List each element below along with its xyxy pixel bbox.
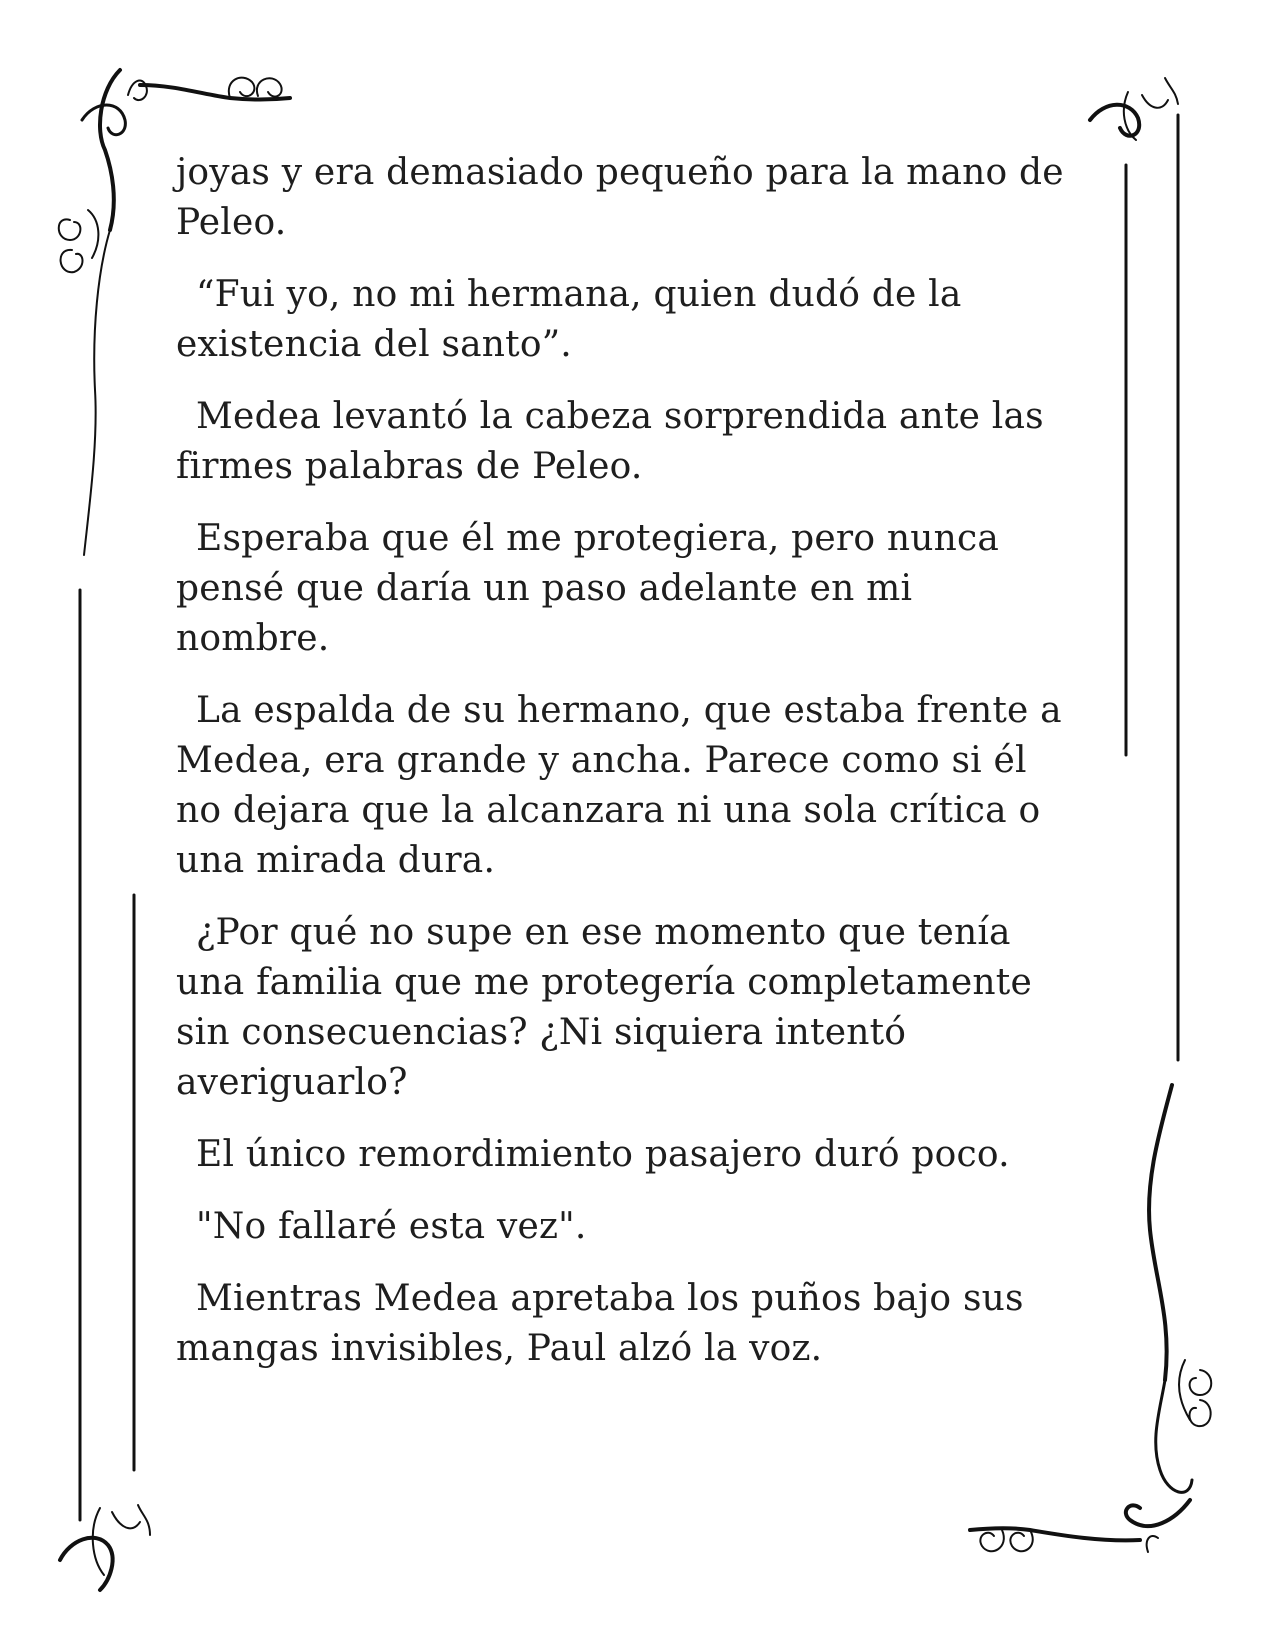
text-line: mangas invisibles, Paul alzó la voz.: [176, 1328, 823, 1369]
text-line: “Fui yo, no mi hermana, quien dudó de la: [196, 274, 962, 315]
text-line: "No fallaré esta vez".: [196, 1206, 587, 1247]
text-line: Medea levantó la cabeza sorprendida ante las: [196, 396, 1044, 437]
paragraph: [176, 1202, 1096, 1252]
text-line: Medea, era grande y ancha. Parece como si él: [176, 740, 1027, 781]
top-right-flourish-icon: [1090, 78, 1178, 1060]
text-line: una familia que me protegería completamente: [176, 962, 1032, 1003]
text-line: nombre.: [176, 618, 330, 659]
text-line: ¿Por qué no supe en ese momento que tenía: [196, 912, 1011, 953]
paragraph: [176, 686, 1096, 886]
text-line: Esperaba que él me protegiera, pero nunca: [196, 518, 1000, 559]
text-line: firmes palabras de Peleo.: [176, 446, 643, 487]
paragraph: [176, 1274, 1096, 1374]
paragraph: [176, 148, 1096, 248]
text-line: una mirada dura.: [176, 840, 496, 881]
paragraph: [176, 270, 1096, 370]
paragraph: [176, 514, 1096, 664]
text-line: Mientras Medea apretaba los puños bajo sus: [196, 1278, 1024, 1319]
text-line: joyas y era demasiado pequeño para la mano de: [176, 152, 1064, 193]
text-line: El único remordimiento pasajero duró poco.: [196, 1134, 1010, 1175]
text-line: Peleo.: [176, 202, 287, 243]
text-line: La espalda de su hermano, que estaba frente a: [196, 690, 1062, 731]
paragraph: [176, 392, 1096, 492]
text-line: existencia del santo”.: [176, 324, 572, 365]
text-line: pensé que daría un paso adelante en mi: [176, 568, 913, 609]
paragraph: [176, 1130, 1096, 1180]
story-text: [176, 148, 1096, 1396]
paragraph: [176, 908, 1096, 1108]
text-line: averiguarlo?: [176, 1062, 408, 1103]
text-line: sin consecuencias? ¿Ni siquiera intentó: [176, 1012, 907, 1053]
bottom-left-flourish-icon: [60, 1505, 150, 1590]
text-line: no dejara que la alcanzara ni una sola crítica o: [176, 790, 1041, 831]
